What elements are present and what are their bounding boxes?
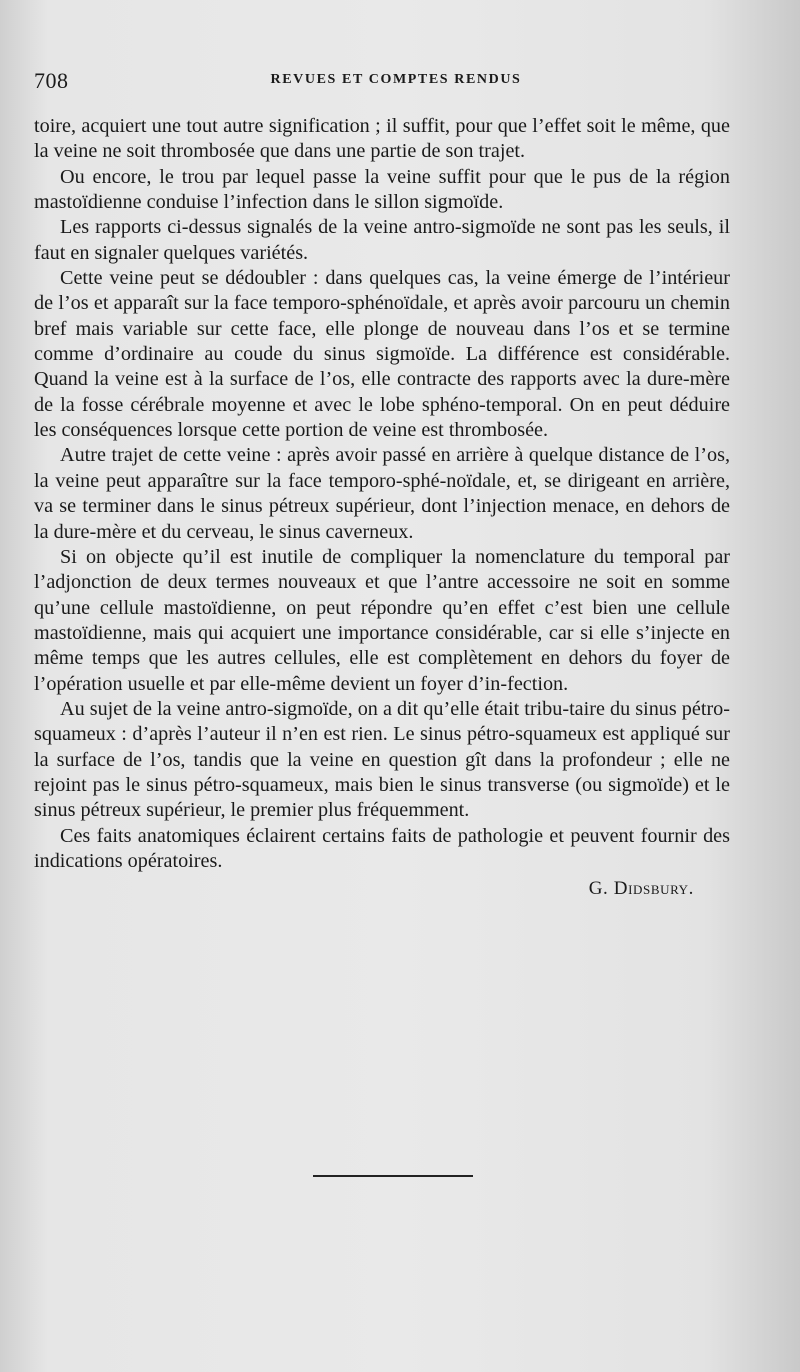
paragraph: Au sujet de la veine antro-sigmoïde, on a dit qu’elle était tribu-taire du sinus pétro-squameux : d’après l’auteur il n’en est rien. Le sinus pétro-squameux est appliqué sur la surface de l’os, tandis que la veine en question gît dans la profondeur ; elle ne rejoint pas le sinus pétro-squameux, mais bien le sinus transverse (ou sigmoïde) et le sinus pétreux supérieur, le premier plus fréquemment. bbox=[34, 697, 730, 822]
paragraph: Autre trajet de cette veine : après avoir passé en arrière à quelque distance de l’os, la veine peut apparaître sur la face temporo-sphé-noïdale, et, se dirigeant en arrière, va se terminer dans le sinus pétreux supérieur, dont l’injection menace, en dehors de la dure-mère et du cerveau, le sinus caverneux. bbox=[34, 444, 730, 543]
paragraph: Ou encore, le trou par lequel passe la veine suffit pour que le pus de la région mastoïdienne conduise l’infection dans le sillon sigmoïde. bbox=[34, 165, 730, 214]
article-body bbox=[34, 114, 730, 902]
paragraph: Si on objecte qu’il est inutile de compliquer la nomenclature du temporal par l’adjonction de deux termes nouveaux et que l’antre accessoire ne soit en somme qu’une cellule mastoïdienne, on peut répondre qu’en effet c’est bien une cellule mastoïdienne, mais qui acquiert une importance considérable, car si elle s’injecte en même temps que les autres cellules, elle est complètement en dehors du foyer de l’opération usuelle et par elle-même devient un foyer d’in-fection. bbox=[34, 545, 730, 695]
section-end-rule bbox=[313, 1175, 473, 1177]
author-initial: G. bbox=[588, 878, 614, 900]
author-name: Didsbury. bbox=[613, 878, 694, 900]
paragraph: Les rapports ci-dessus signalés de la veine antro-sigmoïde ne sont pas les seuls, il faut en signaler quelques variétés. bbox=[34, 216, 730, 264]
running-head bbox=[34, 68, 738, 98]
running-title: REVUES ET COMPTES RENDUS bbox=[270, 72, 522, 87]
paragraph: Ces faits anatomiques éclairent certains faits de pathologie et peuvent fournir des indications opératoires. bbox=[34, 824, 730, 872]
paragraph-continuation: toire, acquiert une tout autre signification ; il suffit, pour que l’effet soit le même, que la veine ne soit thrombosée que dans une partie de son trajet. bbox=[34, 115, 730, 163]
paragraph: Cette veine peut se dédoubler : dans quelques cas, la veine émerge de l’intérieur de l’os et apparaît sur la face temporo-sphénoïdale, et après avoir parcouru un chemin bref mais variable sur cette face, elle plonge de nouveau dans l’os et se termine comme d’ordinaire au coude du sinus sigmoïde. La différence est considérable. Quand la veine est à la surface de l’os, elle contracte des rapports avec la dure-mère de la fosse cérébrale moyenne et avec le lobe sphéno-temporal. On en peut déduire les conséquences lorsque cette portion de veine est thrombosée. bbox=[34, 267, 730, 442]
author-signature bbox=[34, 876, 730, 901]
page-number: 708 bbox=[34, 68, 69, 93]
